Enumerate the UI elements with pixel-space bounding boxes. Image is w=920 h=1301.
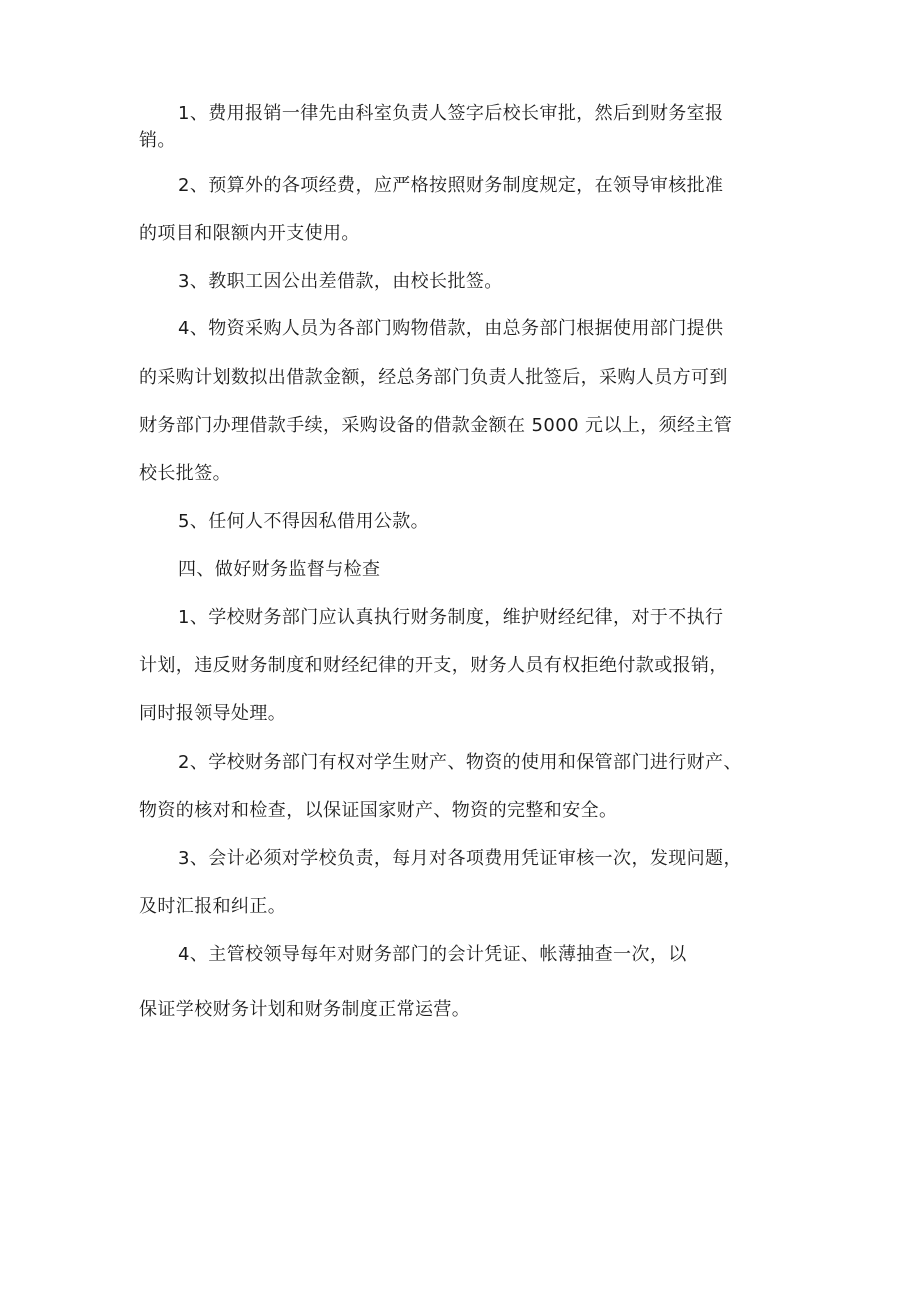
supervision-2-line-1: 2、学校财务部门有权对学生财产、物资的使用和保管部门进行财产、 bbox=[178, 752, 742, 773]
rule-1-line-2: 销。 bbox=[139, 130, 176, 151]
rule-4-line-1: 4、物资采购人员为各部门购物借款，由总务部门根据使用部门提供 bbox=[178, 318, 724, 339]
rule-4-line-2: 的采购计划数拟出借款金额，经总务部门负责人批签后，采购人员方可到 bbox=[139, 367, 728, 388]
supervision-1-line-1: 1、学校财务部门应认真执行财务制度，维护财经纪律，对于不执行 bbox=[178, 607, 724, 628]
supervision-4-line-2: 保证学校财务计划和财务制度正常运营。 bbox=[139, 999, 471, 1020]
supervision-4-line-1: 4、主管校领导每年对财务部门的会计凭证、帐薄抽查一次，以 bbox=[178, 944, 687, 965]
rule-2-line-1: 2、预算外的各项经费，应严格按照财务制度规定，在领导审核批准 bbox=[178, 175, 724, 196]
supervision-2-line-2: 物资的核对和检查，以保证国家财产、物资的完整和安全。 bbox=[139, 800, 618, 821]
supervision-1-line-2: 计划，违反财务制度和财经纪律的开支，财务人员有权拒绝付款或报销， bbox=[139, 655, 728, 676]
rule-1-line-1: 1、费用报销一律先由科室负责人签字后校长审批，然后到财务室报 bbox=[178, 103, 724, 124]
supervision-3-line-2: 及时汇报和纠正。 bbox=[139, 896, 287, 917]
rule-3-line-1: 3、教职工因公出差借款，由校长批签。 bbox=[178, 271, 503, 292]
section-heading-4: 四、做好财务监督与检查 bbox=[178, 559, 381, 580]
supervision-3-line-1: 3、会计必须对学校负责，每月对各项费用凭证审核一次，发现问题， bbox=[178, 848, 742, 869]
rule-2-line-2: 的项目和限额内开支使用。 bbox=[139, 223, 360, 244]
rule-4-line-3: 财务部门办理借款手续，采购设备的借款金额在 5000 元以上，须经主管 bbox=[139, 415, 733, 436]
rule-5-line-1: 5、任何人不得因私借用公款。 bbox=[178, 511, 430, 532]
supervision-1-line-3: 同时报领导处理。 bbox=[139, 703, 287, 724]
rule-4-line-4: 校长批签。 bbox=[139, 463, 231, 484]
